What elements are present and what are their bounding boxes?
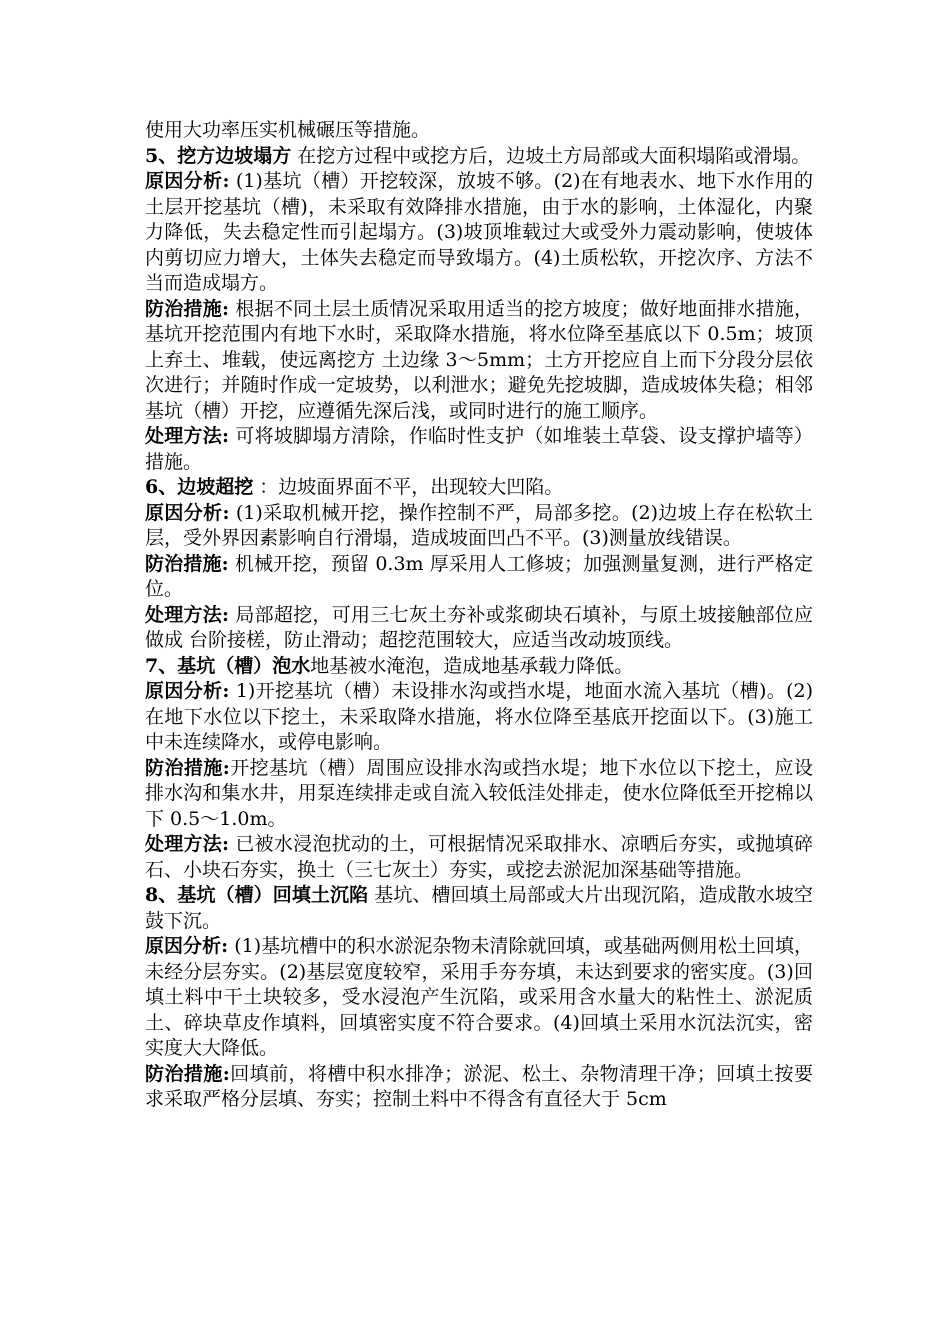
section-5-prevention <box>145 297 813 425</box>
item-text: (1)基坑槽中的积水淤泥杂物未清除就回填，或基础两侧用松土回填，未经分层夯实。(2)基层宽度较窄，采用手夯夯填，未达到要求的密实度。(3)回填土料中干土块较多，受水浸泡产生沉陷，或采用含水量大的粘性土、淤泥质土、碎块草皮作填料，回填密实度不符合要求。(4)回填土采用水沉法沉实，密实度大大降低。 <box>145 935 813 1059</box>
section-7-treatment <box>145 832 813 883</box>
item-label: 防治措施: <box>145 297 230 320</box>
item-text: 机械开挖，预留 0.3m 厚采用人工修坡；加强测量复测，进行严格定位。 <box>145 552 813 600</box>
section-heading-6 <box>145 475 813 501</box>
section-5-cause-analysis <box>145 169 813 297</box>
item-text: 可将坡脚塌方清除，作临时性支护（如堆装土草袋、设支撑护墙等）措施。 <box>145 425 814 473</box>
section-heading-5 <box>145 144 813 170</box>
section-description: ：边坡面界面不平，出现较大凹陷。 <box>253 476 564 498</box>
section-description: 在挖方过程中或挖方后，边坡土方局部或大面积塌陷或滑塌。 <box>291 144 811 167</box>
item-text: (1)基坑（槽）开挖较深，放坡不够。(2)在有地表水、地下水作用的土层开挖基坑（槽)，未采取有效降排水措施，由于水的影响，土体湿化，内聚力降低，失去稳定性而引起塌方。(3)坡顶堆载过大或受外力震动影响，使坡体内剪切应力增大，土体失去稳定而导致塌方。(4)土质松软，开挖次序、方法不当而造成塌方。 <box>145 170 813 294</box>
intro-text: 使用大功率压实机械碾压等措施。 <box>145 119 431 141</box>
section-description: 基坑、槽回填土局部或大片出现沉陷，造成散水坡空鼓下沉。 <box>145 884 813 932</box>
section-title: 6、边坡超挖 <box>145 476 254 498</box>
section-5-treatment <box>145 424 813 475</box>
item-label: 防治措施: <box>145 1062 230 1085</box>
section-6-prevention <box>145 552 813 603</box>
item-label: 防治措施: <box>145 552 229 575</box>
item-text: (1)采取机械开挖，操作控制不严，局部多挖。(2)边坡上存在松软土层，受外界因素影响自行滑塌，造成坡面凹凸不平。(3)测量放线错误。 <box>145 501 813 549</box>
item-text: 根据不同土层土质情况采取用适当的挖方坡度；做好地面排水措施，基坑开挖范围内有地下水时，采取降水措施，将水位降至基底以下 0.5m；坡顶上弃土、堆载，使远离挖方 土边缘 3～5mm；土方开挖应自上而下分段分层依次进行；并随时作成一定坡势，以利泄水；避免先挖坡脚，造成坡体失稳；相邻基坑（槽）开挖，应遵循先深后浅，或同时进行的施工顺序。 <box>145 297 814 422</box>
section-title: 5、挖方边坡塌方 <box>145 144 292 167</box>
item-label: 原因分析: <box>145 170 230 192</box>
section-7-cause-analysis <box>145 679 813 756</box>
item-label: 处理方法: <box>145 833 230 855</box>
item-text: 回填前，将槽中积水排净；淤泥、松土、杂物清理干净；回填土按要求采取严格分层填、夯实；控制土料中不得含有直径大于 5cm <box>145 1062 813 1110</box>
item-label: 防治措施: <box>145 756 230 779</box>
item-label: 原因分析: <box>145 680 230 702</box>
item-label: 处理方法: <box>145 425 230 447</box>
document-page <box>145 118 813 1113</box>
item-label: 处理方法: <box>145 603 230 626</box>
section-heading-7 <box>145 654 813 680</box>
section-title: 7、基坑（槽）泡水 <box>145 654 311 677</box>
section-8-cause-analysis <box>145 934 813 1062</box>
section-8-prevention <box>145 1062 813 1113</box>
item-label: 原因分析: <box>145 501 230 524</box>
section-6-cause-analysis <box>145 501 813 552</box>
section-6-treatment <box>145 603 813 654</box>
item-text: 已被水浸泡扰动的土，可根据情况采取排水、凉晒后夯实，或抛填碎石、小块石夯实，换土（三七灰土）夯实，或挖去淤泥加深基础等措施。 <box>145 833 814 881</box>
intro-paragraph <box>145 118 813 144</box>
item-text: 开挖基坑（槽）周围应设排水沟或挡水堤；地下水位以下挖土，应设排水沟和集水井，用泵连续排走或自流入较低洼处排走，使水位降低至开挖棉以下 0.5～1.0m。 <box>145 756 813 830</box>
section-7-prevention <box>145 756 813 833</box>
item-label: 原因分析: <box>145 935 229 957</box>
section-heading-8 <box>145 883 813 934</box>
item-text: 局部超挖，可用三七灰土夯补或浆砌块石填补，与原土坡接触部位应做成 台阶接槎，防止滑动；超挖范围较大，应适当改动坡顶线。 <box>145 603 814 651</box>
item-text: 1)开挖基坑（槽）未设排水沟或挡水堤，地面水流入基坑（槽)。(2)在地下水位以下挖土，未采取降水措施，将水位降至基底开挖面以下。(3)施工中未连续降水，或停电影响。 <box>145 680 814 753</box>
section-title: 8、基坑（槽）回填土沉陷 <box>145 884 369 906</box>
section-description: 地基被水淹泡，造成地基承载力降低。 <box>310 654 634 677</box>
